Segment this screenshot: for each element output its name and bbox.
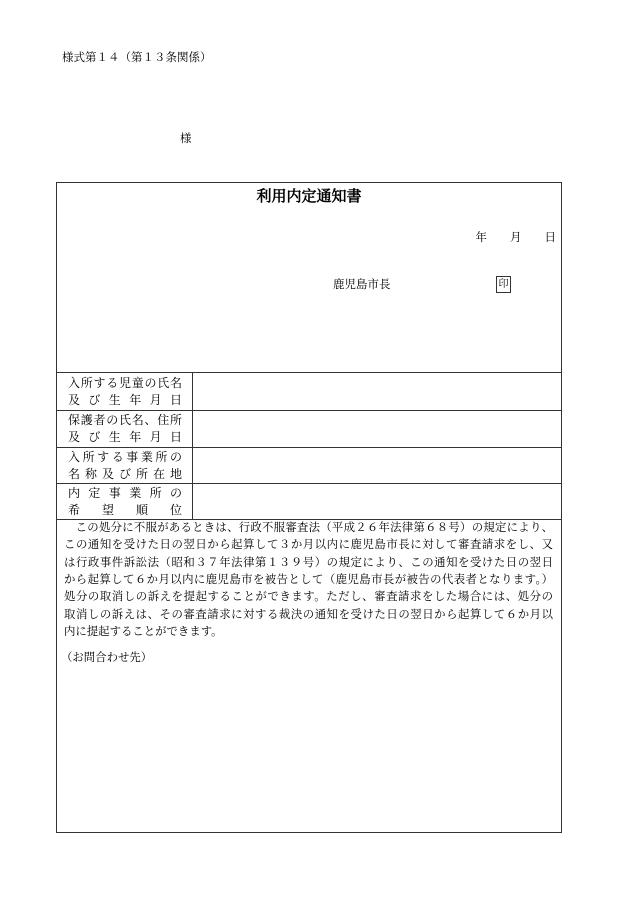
field-label-line: 及び生年月日 (68, 430, 182, 444)
issuer-name: 鹿児島市長 (333, 277, 391, 291)
contact-label: （お問合わせ先） (61, 650, 153, 664)
appeal-notice-line: 取消しの訴えは、その審査請求に対する裁決の通知を受けた日の翌日から起算して６か月以 (64, 606, 553, 621)
field-label-line: 内定事業所の (68, 485, 182, 500)
child-name-birthdate-value (193, 373, 561, 410)
appeal-notice-line: この処分に不服があるときは、行政不服審査法（平成２６年法律第６８号）の規定により、 (64, 520, 553, 534)
preference-rank-value (193, 484, 561, 519)
addressee-honorific: 様 (180, 131, 192, 145)
field-label-line: 希望順位 (68, 502, 182, 517)
fields-table (57, 372, 561, 520)
field-label-line: 名称及び所在地 (68, 466, 182, 481)
issue-date: 年 月 日 (475, 230, 556, 244)
seal-mark: 印 (496, 276, 511, 293)
preference-rank-label (57, 484, 193, 519)
child-name-birthdate-label (57, 373, 193, 410)
appeal-notice-line: 処分の取消しの訴えを提起することができます。ただし、審査請求をした場合には、処分の (64, 589, 553, 604)
field-label-line: 保護者の氏名、住所 (68, 413, 182, 427)
appeal-notice-line: は行政事件訴訟法（昭和３７年法律第１３９号）の規定により、この通知を受けた日の翌日 (64, 554, 553, 569)
guardian-info-label (57, 411, 193, 447)
facility-info-row (57, 448, 561, 484)
form-number: 様式第１４（第１３条関係） (62, 50, 212, 64)
notice-box (56, 182, 562, 833)
field-label-line: 及び生年月日 (68, 392, 182, 407)
field-label-line: 入所する児童の氏名 (68, 375, 182, 390)
notice-title: 利用内定通知書 (256, 187, 362, 205)
field-label-line: 入所する事業所の (68, 449, 182, 464)
appeal-notice-line: から起算して６か月以内に鹿児島市を被告として（鹿児島市長が被告の代表者となります。） (64, 571, 553, 586)
child-name-birthdate-row (57, 373, 561, 411)
appeal-notice (64, 519, 553, 640)
facility-info-value (193, 448, 561, 483)
guardian-info-row (57, 411, 561, 448)
guardian-info-value (193, 411, 561, 447)
preference-rank-row (57, 484, 561, 520)
appeal-notice-line: 内に提起することができます。 (64, 623, 223, 638)
appeal-notice-line: この通知を受けた日の翌日から起算して３か月以内に鹿児島市長に対して審査請求をし、又 (64, 537, 553, 552)
facility-info-label (57, 448, 193, 483)
